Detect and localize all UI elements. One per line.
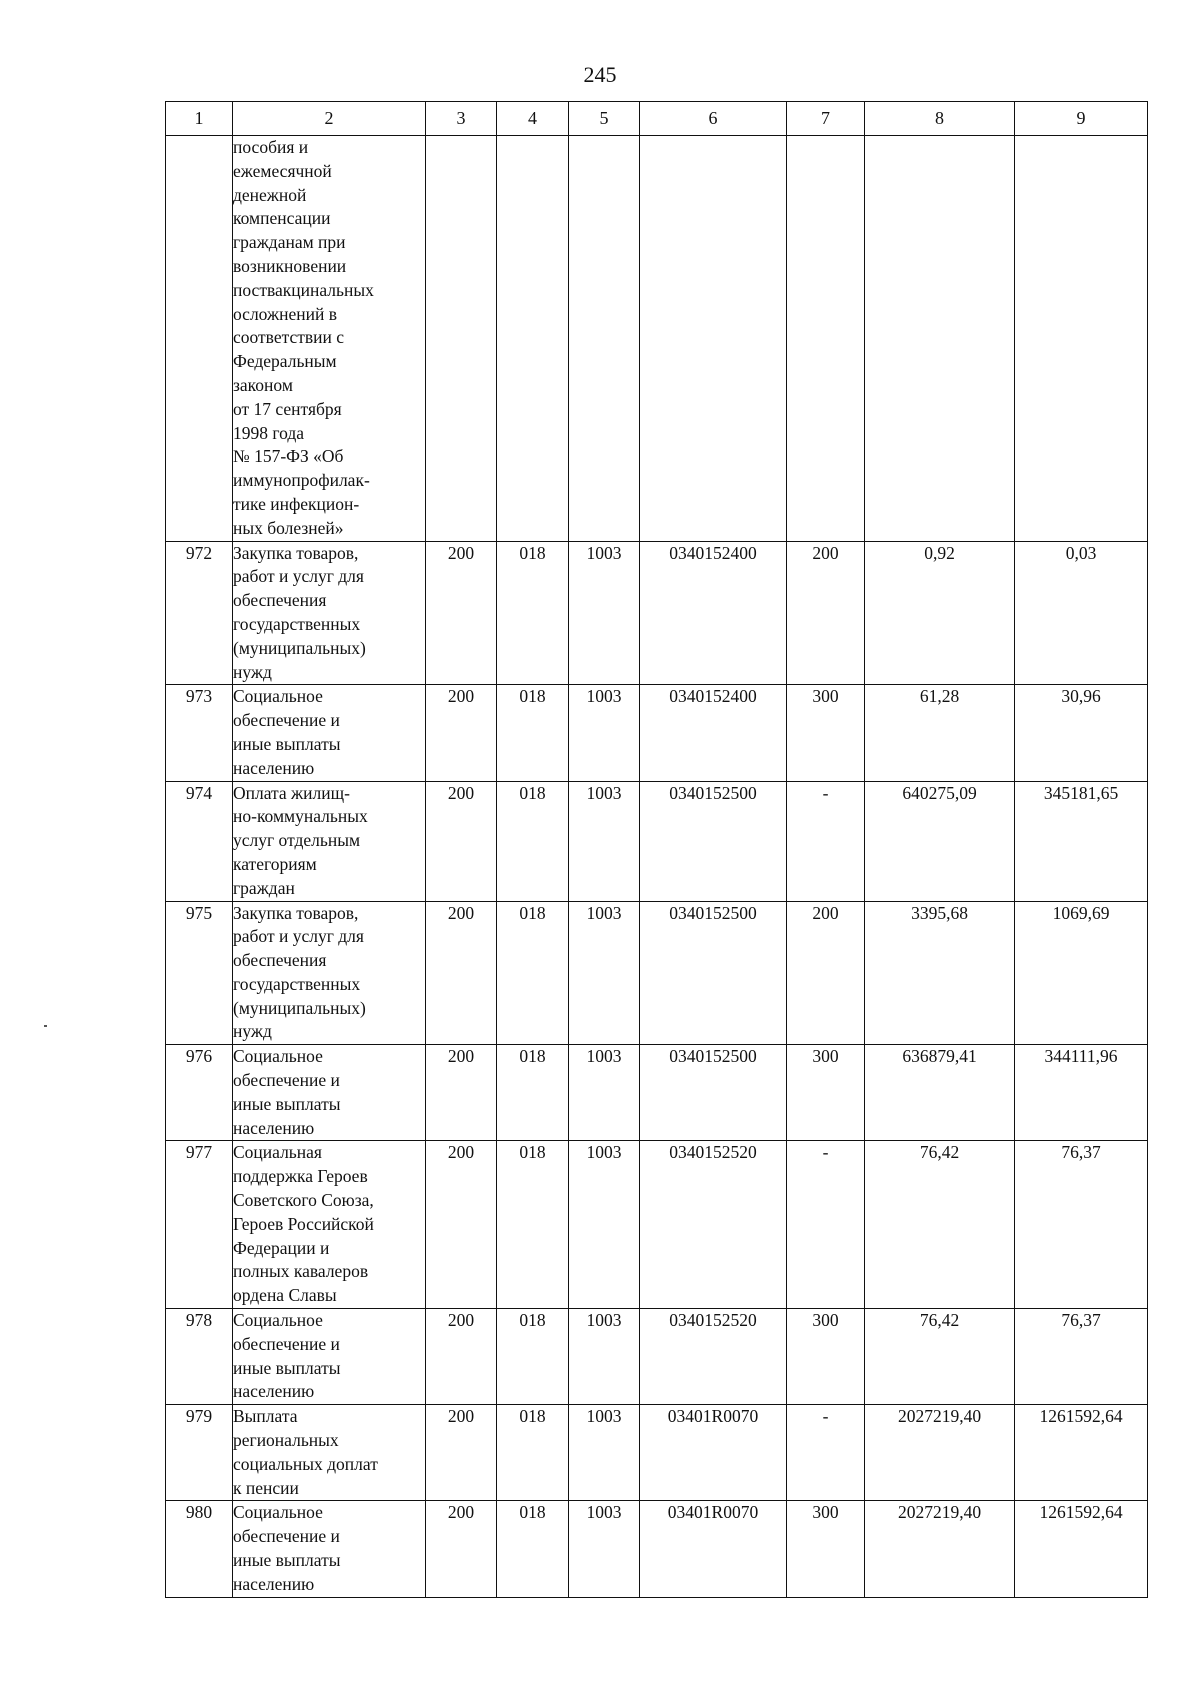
row-number: 978 <box>166 1309 233 1405</box>
row-description: Оплата жилищ- но-коммунальных услуг отдельным категориям граждан <box>233 781 426 901</box>
cell-col5: 1003 <box>569 685 640 781</box>
cell-col7: - <box>787 781 865 901</box>
cell-col5: 1003 <box>569 901 640 1045</box>
table-row <box>166 1045 1148 1141</box>
cell-col7: 300 <box>787 1045 865 1141</box>
cell-col4: 018 <box>497 901 569 1045</box>
table-row <box>166 1405 1148 1501</box>
budget-table <box>165 101 1148 1598</box>
table-row <box>166 541 1148 685</box>
cell-col6: 03401R0070 <box>640 1405 787 1501</box>
row-number: 972 <box>166 541 233 685</box>
cell-amount-col9: 1261592,64 <box>1015 1405 1148 1501</box>
cell-col3: 200 <box>426 1501 497 1597</box>
cell-col4: 018 <box>497 1141 569 1309</box>
row-number: 973 <box>166 685 233 781</box>
cell-amount-col9: 1261592,64 <box>1015 1501 1148 1597</box>
cell-col3: 200 <box>426 541 497 685</box>
cell-col7: - <box>787 1141 865 1309</box>
column-header: 6 <box>640 102 787 136</box>
cell-amount-col9: 344111,96 <box>1015 1045 1148 1141</box>
table-row <box>166 685 1148 781</box>
empty-cell <box>865 136 1015 542</box>
cell-amount-col8: 3395,68 <box>865 901 1015 1045</box>
cell-amount-col8: 2027219,40 <box>865 1501 1015 1597</box>
empty-cell <box>569 136 640 542</box>
table-row <box>166 1141 1148 1309</box>
cell-amount-col8: 640275,09 <box>865 781 1015 901</box>
cell-col5: 1003 <box>569 1309 640 1405</box>
empty-cell <box>497 136 569 542</box>
continuation-row <box>166 136 1148 542</box>
cell-col7: 300 <box>787 1309 865 1405</box>
cell-col4: 018 <box>497 541 569 685</box>
row-number: 974 <box>166 781 233 901</box>
empty-cell <box>640 136 787 542</box>
cell-amount-col8: 61,28 <box>865 685 1015 781</box>
cell-col3: 200 <box>426 901 497 1045</box>
cell-col6: 0340152400 <box>640 685 787 781</box>
cell-col3: 200 <box>426 781 497 901</box>
header-row <box>166 102 1148 136</box>
empty-cell <box>166 136 233 542</box>
cell-col4: 018 <box>497 1309 569 1405</box>
cell-amount-col9: 0,03 <box>1015 541 1148 685</box>
cell-col5: 1003 <box>569 1405 640 1501</box>
row-description: Социальное обеспечение и иные выплаты населению <box>233 1501 426 1597</box>
cell-col3: 200 <box>426 1141 497 1309</box>
empty-cell <box>426 136 497 542</box>
cell-col3: 200 <box>426 1309 497 1405</box>
cell-amount-col9: 30,96 <box>1015 685 1148 781</box>
cell-col6: 0340152500 <box>640 781 787 901</box>
cell-col4: 018 <box>497 1405 569 1501</box>
cell-amount-col9: 76,37 <box>1015 1141 1148 1309</box>
column-header: 8 <box>865 102 1015 136</box>
empty-cell <box>1015 136 1148 542</box>
cell-col7: 200 <box>787 901 865 1045</box>
cell-col7: 200 <box>787 541 865 685</box>
cell-col4: 018 <box>497 1501 569 1597</box>
row-number: 979 <box>166 1405 233 1501</box>
row-description: Закупка товаров, работ и услуг для обеспечения государственных (муниципальных) нужд <box>233 541 426 685</box>
cell-col4: 018 <box>497 781 569 901</box>
cell-col6: 0340152500 <box>640 901 787 1045</box>
row-number: 976 <box>166 1045 233 1141</box>
row-description: Социальное обеспечение и иные выплаты населению <box>233 1309 426 1405</box>
cell-col4: 018 <box>497 685 569 781</box>
cell-amount-col8: 0,92 <box>865 541 1015 685</box>
cell-col5: 1003 <box>569 1501 640 1597</box>
cell-col7: - <box>787 1405 865 1501</box>
cell-col5: 1003 <box>569 781 640 901</box>
row-description: Социальное обеспечение и иные выплаты населению <box>233 685 426 781</box>
column-header: 3 <box>426 102 497 136</box>
table-row <box>166 781 1148 901</box>
cell-col3: 200 <box>426 1045 497 1141</box>
column-header: 5 <box>569 102 640 136</box>
row-number: 977 <box>166 1141 233 1309</box>
column-header: 2 <box>233 102 426 136</box>
scan-speck <box>44 1025 47 1027</box>
cell-amount-col9: 345181,65 <box>1015 781 1148 901</box>
cell-amount-col8: 76,42 <box>865 1141 1015 1309</box>
cell-col5: 1003 <box>569 1141 640 1309</box>
cell-col3: 200 <box>426 685 497 781</box>
row-number: 975 <box>166 901 233 1045</box>
cell-col6: 03401R0070 <box>640 1501 787 1597</box>
column-header: 1 <box>166 102 233 136</box>
cell-amount-col8: 76,42 <box>865 1309 1015 1405</box>
row-description: Социальная поддержка Героев Советского Союза, Героев Российской Федерации и полных кавалеров ордена Славы <box>233 1141 426 1309</box>
table-row <box>166 901 1148 1045</box>
cell-col6: 0340152520 <box>640 1141 787 1309</box>
row-number: 980 <box>166 1501 233 1597</box>
cell-col4: 018 <box>497 1045 569 1141</box>
row-description: Социальное обеспечение и иные выплаты населению <box>233 1045 426 1141</box>
cell-col6: 0340152400 <box>640 541 787 685</box>
empty-cell <box>787 136 865 542</box>
cell-amount-col8: 2027219,40 <box>865 1405 1015 1501</box>
cell-amount-col9: 1069,69 <box>1015 901 1148 1045</box>
cell-col3: 200 <box>426 1405 497 1501</box>
cell-col5: 1003 <box>569 541 640 685</box>
cell-col7: 300 <box>787 1501 865 1597</box>
continuation-text: пособия и ежемесячной денежной компенсации гражданам при возникновении поствакцинальных осложнений в соответствии с Федеральным законом от 17 сентября 1998 года № 157-ФЗ «Об иммунопрофилак- тике инфекцион- ных болезней» <box>233 136 426 542</box>
cell-col7: 300 <box>787 685 865 781</box>
table-row <box>166 1501 1148 1597</box>
column-header: 7 <box>787 102 865 136</box>
cell-col6: 0340152500 <box>640 1045 787 1141</box>
cell-col6: 0340152520 <box>640 1309 787 1405</box>
cell-amount-col9: 76,37 <box>1015 1309 1148 1405</box>
column-header: 9 <box>1015 102 1148 136</box>
table-row <box>166 1309 1148 1405</box>
cell-amount-col8: 636879,41 <box>865 1045 1015 1141</box>
column-header: 4 <box>497 102 569 136</box>
cell-col5: 1003 <box>569 1045 640 1141</box>
row-description: Закупка товаров, работ и услуг для обеспечения государственных (муниципальных) нужд <box>233 901 426 1045</box>
row-description: Выплата региональных социальных доплат к пенсии <box>233 1405 426 1501</box>
page-number: 245 <box>583 62 617 87</box>
